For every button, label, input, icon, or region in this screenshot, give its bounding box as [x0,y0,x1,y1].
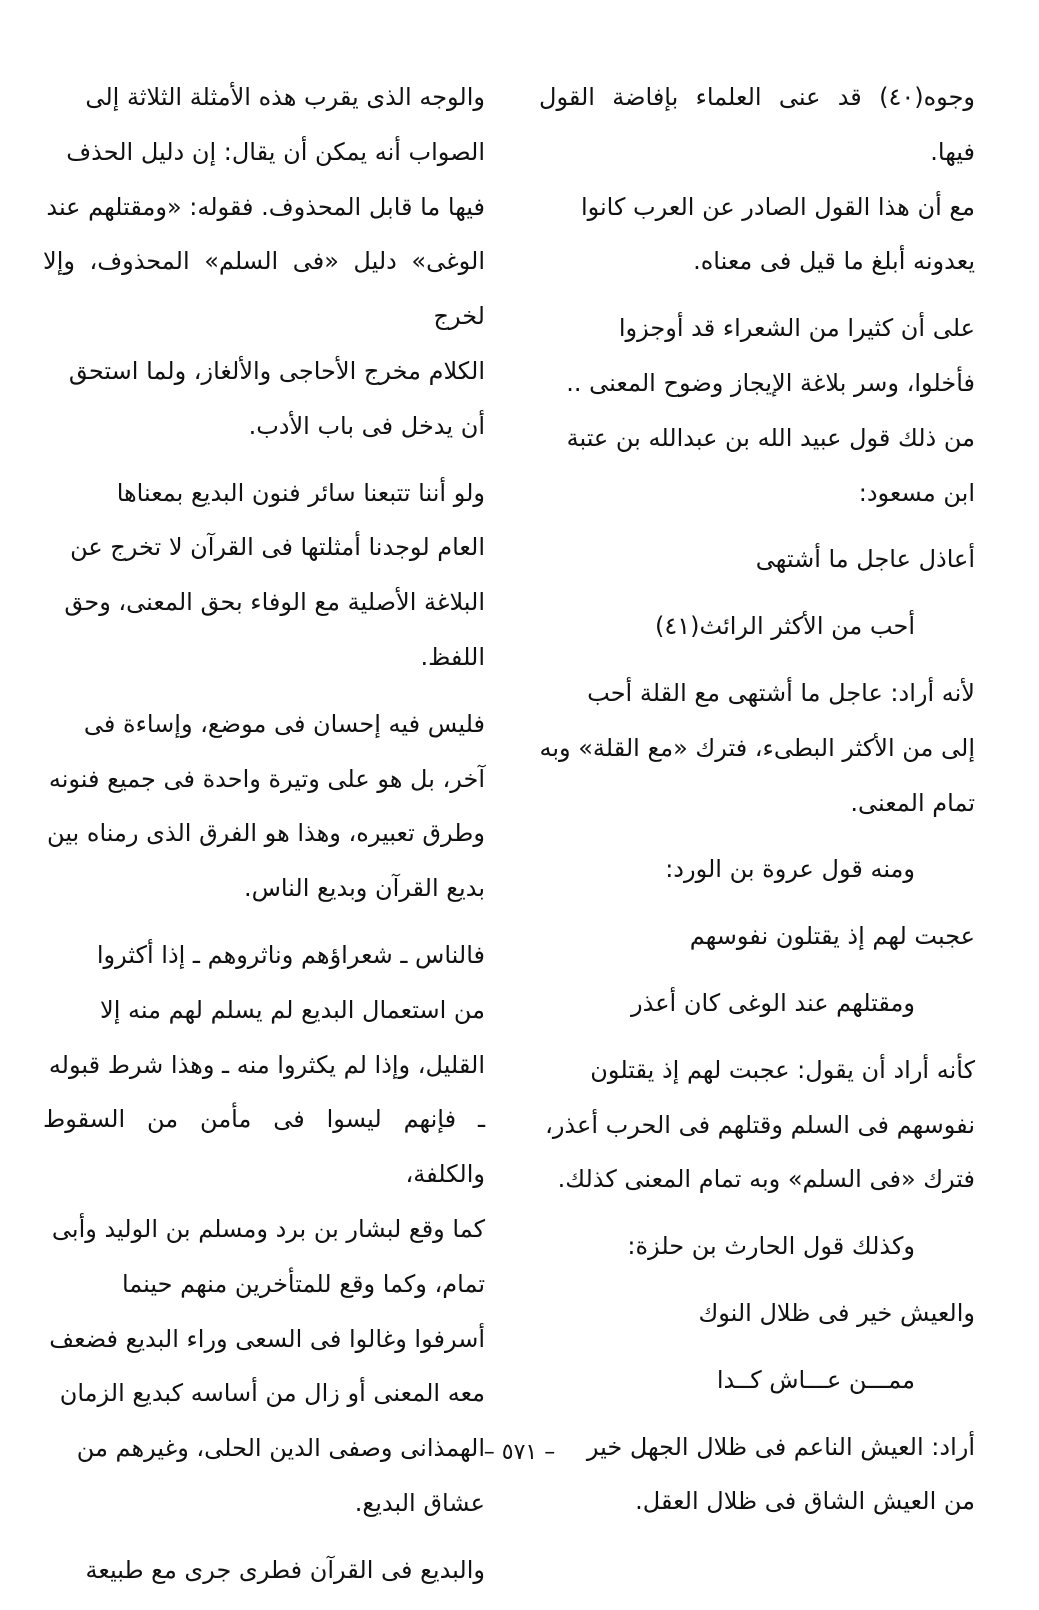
right-column [539,70,975,1541]
paragraph: أراد: العيش الناعم فى ظلال الجهل خير من العيش الشاق فى ظلال العقل. [586,1432,975,1516]
paragraph: وجوه(٤٠) قد عنى العلماء بإفاضة القول فيها. مع أن هذا القول الصادر عن العرب كانوا يعدونه أبلغ ما قيل فى معناه. [539,83,975,276]
verse-line: أحب من الأكثر الرائث(٤١) [654,612,915,641]
paragraph: فالناس ـ شعراؤهم وناثروهم ـ إذا أكثروا من استعمال البديع لم يسلم لهم منه إلا القليل، وإذا لم يكثروا منه ـ وهذا شرط قبوله ـ فإنهم ليسوا فى مأمن من السقوط والكلفة، كما وقع لبشار بن برد ومسلم بن الوليد وأبى تمام، وكما وقع للمتأخرين منهم حينما أسرفوا وغالوا فى السعى وراء البديع فضعف معه المعنى أو زال من أساسه كبديع الزمان الهمذانى وصفى الدين الحلى، وغيرهم من عشاق البديع. [43,940,485,1517]
paragraph: لأنه أراد: عاجل ما أشتهى مع القلة أحب إلى من الأكثر البطىء، فترك «مع القلة» وبه تمام المعنى. [539,678,975,817]
paragraph: على أن كثيرا من الشعراء قد أوجزوا فأخلوا، وسر بلاغة الإيجاز وضوح المعنى .. من ذلك قول عبيد الله بن عبدالله بن عتبة ابن مسعود: [566,314,975,507]
paragraph: والوجه الذى يقرب هذه الأمثلة الثلاثة إلى الصواب أنه يمكن أن يقال: إن دليل الحذف فيها ما قابل المحذوف. فقوله: «ومقتلهم عند الوغى» دليل «فى السلم» المحذوف، وإلا لخرج الكلام مخرج الأحاجى والألغاز، ولما استحق أن يدخل فى باب الأدب. [43,83,485,440]
left-column [43,70,485,1610]
paragraph: ولو أننا تتبعنا سائر فنون البديع بمعناها العام لوجدنا أمثلتها فى القرآن لا تخرج عن البلاغة الأصلية مع الوفاء بحق المعنى، وحق اللفظ. [64,478,485,671]
verse-line: والعيش خير فى ظلال النوك [698,1298,975,1327]
page-number: – ٥٧١ – [483,1440,556,1465]
verse-intro: ومنه قول عروة بن الورد: [665,855,915,884]
verse-line: أعاذل عاجل ما أشتهى [755,545,975,574]
paragraph: والبديع فى القرآن فطرى جرى مع طبيعة [85,1555,485,1584]
verse-line: ممـــن عـــاش كــدا [716,1365,915,1394]
paragraph: كأنه أراد أن يقول: عجبت لهم إذ يقتلون نفوسهم فى السلم وقتلهم فى الحرب أعذر، فترك «فى السلم» وبه تمام المعنى كذلك. [545,1055,975,1194]
verse-intro: وكذلك قول الحارث بن حلزة: [627,1232,915,1261]
verse-line: عجبت لهم إذ يقتلون نفوسهم [689,922,975,951]
paragraph: فليس فيه إحسان فى موضع، وإساءة فى آخر، بل هو على وتيرة واحدة فى جميع فنونه وطرق تعبيره، وهذا هو الفرق الذى رمناه بين بديع القرآن وبديع الناس. [47,709,485,903]
verse-line: ومقتلهم عند الوغى كان أعذر [631,988,915,1017]
